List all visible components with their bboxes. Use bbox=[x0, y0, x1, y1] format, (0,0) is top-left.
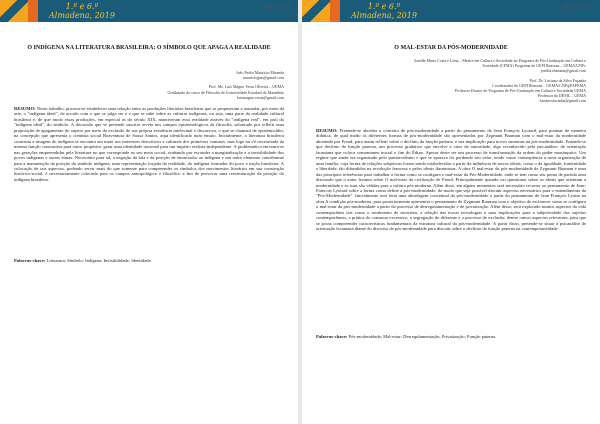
right-page bbox=[302, 0, 600, 424]
page-number: Página | 278 bbox=[262, 4, 290, 10]
author-line: Professor Doutor do Programa de Pós-Graduação em Cultura e Sociedade UEMA bbox=[454, 88, 586, 94]
banner-decoration bbox=[302, 0, 330, 22]
banner-decoration-strip bbox=[330, 0, 340, 22]
event-banner bbox=[302, 0, 600, 22]
author-line: Coordenador do GEPI Reasons – UEMA/CNPq/FAPEMA bbox=[492, 82, 586, 88]
keywords-label: Palavras-chave: bbox=[14, 258, 46, 263]
keywords-text: Pós-modernidade; Mal-estar; Desregulamentação; Privatização; Função paterna. bbox=[348, 334, 497, 339]
article-title: O INDÍGENA NA LITERATURA BRASILEIRA: O SÍMBOLO QUE APAGA A REALIDADE bbox=[27, 45, 271, 51]
abstract-text: Pretende-se abordar o conceito de pós-modernidade a partir do pensamento de Jean François Lyotard, para pontuar de maneira didática, de qual modo as diferentes formas de pós-modernidade são apresentadas por Zygmunt Bauman com o mal-estar da modernidade abordado por Freud, para assim refletir sobre o declínio da função paterna, e sua implicação para novos sintomas na pós-modernidade. Entende-se que declínio da função paterna, um processo gradativo que envolve a crise da autoridade, algo reconhecido pela psicanálise, de orientação lacaniana que coloca consentaneo inicial o fim do Édipo. Apesar deste ser um processo de transformação da ordem do poder monárquico. Um regime que ainda era organizado pelo patriarcalismo e que se apoiava foi perdendo seu valor, tendo como consequência a nova organização de uma família, cuja forma de relações subjetivas foram sendo estabelecidas a partir da influência de novos ideais, como o da igualdade, fraternidade e liberdade, tão difundidos na revolução francesa e pelos ideais iluministas. A obra O mal-estar da pós-modernidade de Zygmunt Bauman é uma das principais referências para trabalhar a forma como se configura o mal-estar da Pós-Modernidade, onde se tem como seu ponto de partida uma discussão que o autor levanta sobre O mal-estar da civilização de Freud. Principalmente quando vai questionar sobre os ideais que orientam a modernidade e as suas são válidas para a cultura pós-moderna. Além disso, em alguns momentos será necessário recorrer ao pensamento de Jean-Francois Lyotard sobre a forma como define a pós-modernidade, de modo que seja possível discutir aspectos necessários para o entendimento da "Pós-Modernidade". Inicialmente será feita uma abordagem conceitual da pós-modernidade a partir do pensamento de Jean François Lyotar na obra A condição pós-moderna, para posteriormente apresentar o pensamento de Zygmunt Bauman com o objetivo de esclarecer como se configura o mal-estar da pós-modernidade a partir do processo de desregulamentação e de privatização. Além disso, será explorado muitos aspectos da vida contemporânea tais como o sentimento de incerteza, a relação das novas tecnologias e suas implicações para a subjetividade dos sujeitos contemporâneos, a prática do consumo excessivo, a segregação do diferente e o processo de exclusão, dentre outros aspectos relevantes, para que se possa compreender características fundamentais da estrutura cultural da pós-modernidade. A partir disso, pretende-se situar a psicanálise de orientação lacaniana diante do discurso da pós-modernidade para discutir sobre o declínio da função paterna na contemporaneidade. bbox=[316, 128, 586, 232]
banner-decoration bbox=[0, 0, 28, 22]
author-line: Prof. Ms. Luís Magno Veras Oliveira – UEMA bbox=[208, 84, 284, 90]
abstract-label: RESUMO: bbox=[14, 106, 36, 111]
author-line: João Pedro Mauricio Miranda bbox=[236, 70, 284, 75]
abstract bbox=[316, 128, 586, 232]
author-email: mauriciojpm@gmail.com bbox=[242, 75, 284, 81]
author-line: Professor do DEFIL – UEMA bbox=[537, 93, 586, 99]
author-email: lucianosfacanha@gmail.com bbox=[539, 98, 586, 104]
author-block bbox=[104, 70, 284, 100]
author-line: Jonilde Maria Costa e Lima – Mestre em Cultura e Sociedade no Programa de Pós-Graduação em Cultura e bbox=[413, 58, 586, 63]
keywords-label: Palavras-chave: bbox=[316, 334, 348, 339]
author-email: jonilla.rhamma@gmail.com bbox=[540, 68, 586, 74]
keywords-text: Literatura; Símbolo; Indígena; Invisibilidade; Identidade. bbox=[46, 258, 152, 263]
author-line: Graduando do curso de Filosofia da Universidade Estadual do Maranhão bbox=[167, 89, 284, 95]
author-email: luismagno.veras@gmail.com bbox=[237, 94, 284, 100]
event-banner-text: 1.º e 6.º Almadena, 2019 bbox=[351, 2, 417, 20]
page-number: Página | 279 bbox=[564, 4, 592, 10]
abstract bbox=[14, 106, 284, 182]
keywords bbox=[14, 258, 284, 263]
keywords bbox=[316, 334, 586, 339]
left-page bbox=[0, 0, 298, 424]
banner-decoration-strip bbox=[28, 0, 38, 22]
event-banner-text: 1.º e 6.º Almadena, 2019 bbox=[49, 2, 115, 20]
event-banner bbox=[0, 0, 298, 22]
abstract-text: Neste trabalho, procura-se estabelecer uma relação entre as produções literárias brasileiras que se propuseram a assinalar, por meio da arte, o "indígena ideal", de acordo com o que se julga ser e o que se sabe sobre as culturas indígenas, ou seja, uma parte da realidade cultural brasileira e, de que modo essas produções, em especial as do século XIX, mantiveram essa realidade através do "indígena real", em prol do "indígena ideal", do símbolo. A discussão que se pretende suscitar revela nos campos epistemológicos da filosofia, sobretudo por refletir uma proposição de apagamento do sujeito por meio da exclusão de sua própria existência intelectual e discursiva, o que se chamará de epistemicídio, na concepção que apresenta o cientista social Boaventura de Sousa Santos, aqui identificado num ensaio. Inicialmente, a literatura brasileira construiu a imagem do indígena se encontra em meio aos interesses descritivos e culturais dos primeiros contatos, mas logo no s'é necessitada da mesma função construtiva para outro propósito: gerar uma identidade nacional para um império realista-independente. A problemática encontra-se nas gerações empreendidas pela literatura no que corresponde ao seu meio social, acabando por esconder a marginalização e a invisibilidade dos povos indígenas e outras etnias. Necessário para tal, a negação da fala e da posição de enunciador ao indígena e um outro elemento contribuinte para a manutenção da posição do símbolo indígena, uma representação forjada da realidade, do indígena formador do povo e nação brasileira. A colocação de tais aspectos, podendo servir mais do que somente para compreender os símbolos dos movimentos literários em sua construção histórico-social, é necessariamente colocada para os campos antropológico e filosófico a fim de provocar uma reestruturação da posição do indígena brasileiro. bbox=[14, 106, 284, 182]
article-title: O MAL-ESTAR DA PÓS-MODERNIDADE bbox=[394, 45, 508, 51]
author-line: Sociedade (CFMA) Programa de GEPI Reasons – UEMA/UNFc bbox=[482, 63, 586, 69]
author-block bbox=[356, 58, 586, 104]
abstract-label: RESUMO: bbox=[316, 128, 338, 133]
author-line: Prof. Dr. Luciano da Silva Façanha bbox=[529, 77, 586, 83]
